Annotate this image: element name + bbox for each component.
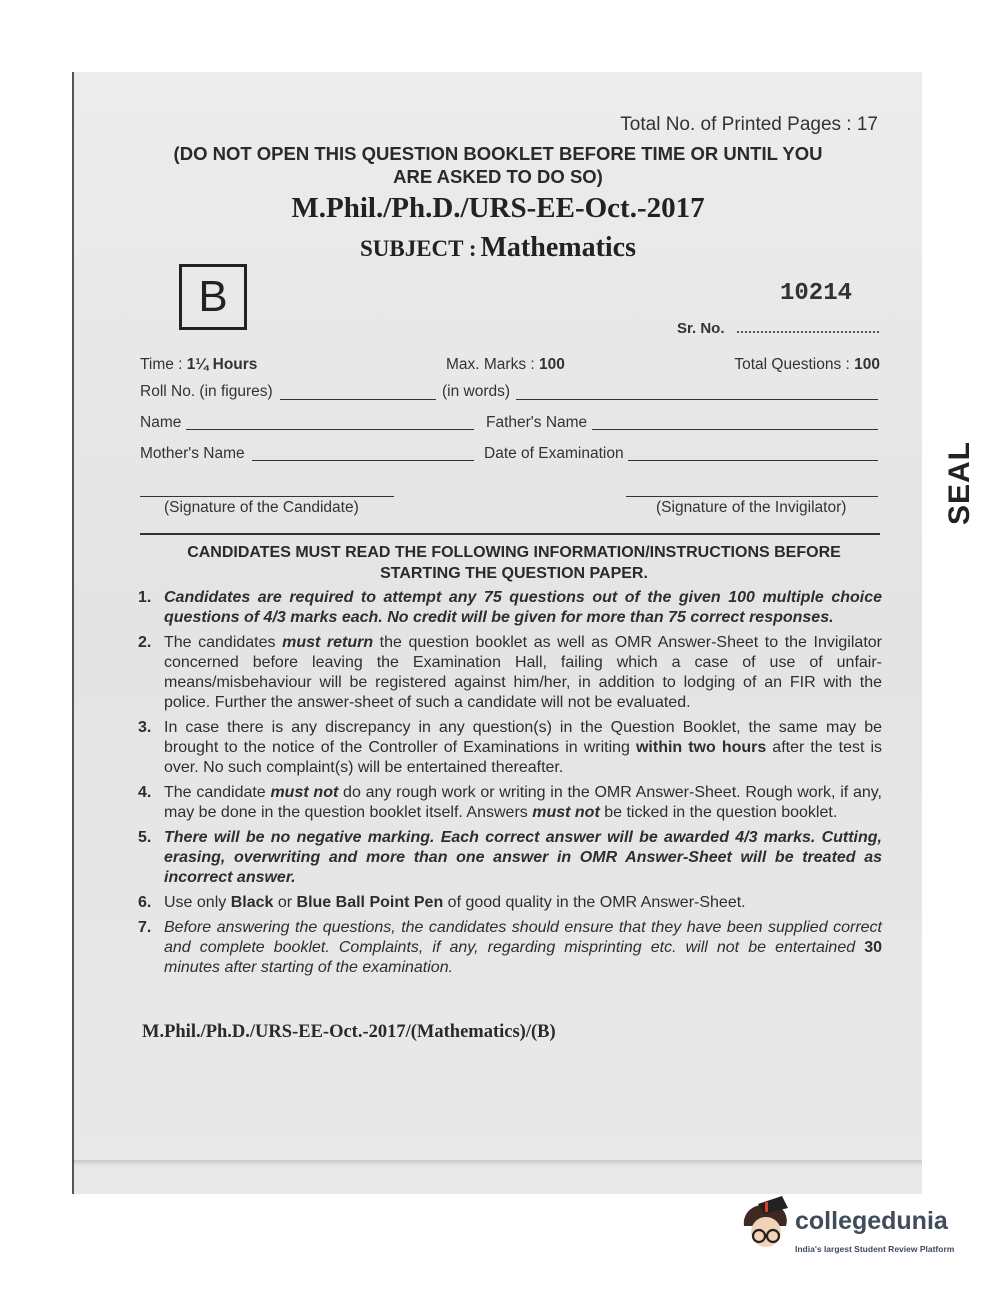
instruction-7: 7. Before answering the questions, the candidates should ensure that they have been supplied correct and complete booklet. Complaints, if any, regarding misprinting etc. will not be entertained 30 minutes after starting of the examination.	[138, 919, 882, 976]
warning-line-1: (DO NOT OPEN THIS QUESTION BOOKLET BEFORE TIME OR UNTIL YOU	[173, 143, 823, 164]
instruction-4: 4. The candidate must not do any rough work or writing in the OMR Answer-Sheet. Rough work, if any, may be done in the question booklet itself. Answers must not be ticked in the question booklet.	[138, 784, 883, 821]
invigilator-signature-label: (Signature of the Invigilator)	[656, 499, 847, 516]
instruction-6: 6. Use only Black or Blue Ball Point Pen of good quality in the OMR Answer-Sheet.	[138, 894, 746, 911]
collegedunia-tagline: India's largest Student Review Platform	[795, 1244, 955, 1254]
sr-no-label: Sr. No.	[677, 320, 725, 337]
mother-name-label: Mother's Name	[140, 445, 245, 462]
father-name-label: Father's Name	[486, 414, 588, 431]
instructions-list	[138, 588, 882, 983]
booklet-set-box: B	[179, 264, 247, 330]
seal-text: SEAL	[943, 440, 976, 525]
instruction-5: 5. There will be no negative marking. Each correct answer will be awarded 4/3 marks. Cutting, erasing, overwriting and more than one answer in OMR Answer-Sheet will be treated as incorrect answer.	[138, 829, 882, 886]
father-name-field[interactable]	[592, 429, 878, 430]
roll-figures-field[interactable]	[280, 399, 436, 400]
collegedunia-mascot-icon	[738, 1196, 794, 1256]
exam-title: M.Phil./Ph.D./URS-EE-Oct.-2017	[291, 192, 705, 224]
invigilator-signature-line[interactable]	[626, 496, 878, 497]
serial-number: 10214	[780, 280, 853, 307]
name-field[interactable]	[186, 429, 474, 430]
sr-no-field	[737, 331, 879, 333]
exam-date-field[interactable]	[628, 460, 878, 461]
roll-words-field[interactable]	[516, 399, 878, 400]
candidate-signature-label: (Signature of the Candidate)	[164, 499, 359, 516]
instruction-1: 1. Candidates are required to attempt any 75 questions out of the given 100 multiple choice questions of 4/3 marks each. No credit will be given for more than 75 correct responses.	[138, 589, 882, 626]
booklet-code-footer: M.Phil./Ph.D./URS-EE-Oct.-2017/(Mathematics)/(B)	[142, 1022, 556, 1042]
section-divider	[140, 533, 880, 535]
time-info: Time : 1¼ Hours	[140, 356, 258, 373]
page-fold	[74, 1160, 922, 1166]
instruction-2: 2. The candidates must return the question booklet as well as OMR Answer-Sheet to the Invigilator concerned before leaving the Examination Hall, failing which a case of use of unfair-means/misbehaviour will be registered against him/her, in addition to lodging of an FIR with the police. Further the answer-sheet of such a candidate will not be evaluated.	[138, 634, 882, 711]
total-pages: Total No. of Printed Pages : 17	[620, 114, 878, 135]
roll-words-label: (in words)	[442, 383, 511, 400]
candidate-signature-line[interactable]	[140, 496, 394, 497]
do-not-open-warning	[74, 142, 922, 188]
exam-date-label: Date of Examination	[484, 445, 624, 462]
question-booklet-cover	[72, 72, 922, 1194]
max-marks-info: Max. Marks : 100	[446, 356, 565, 373]
seal-stamp	[932, 440, 990, 525]
warning-line-2: ARE ASKED TO DO SO)	[393, 166, 603, 187]
name-label: Name	[140, 414, 182, 431]
collegedunia-logo-text: collegedunia	[795, 1207, 948, 1235]
mother-name-field[interactable]	[252, 460, 474, 461]
subject-label: SUBJECT :	[359, 236, 477, 261]
total-questions-info: Total Questions : 100	[734, 356, 880, 373]
subject-heading	[74, 232, 922, 264]
instructions-heading: CANDIDATES MUST READ THE FOLLOWING INFORMATION/INSTRUCTIONS BEFORE STARTING THE QUESTION PAPER.	[187, 544, 841, 582]
subject-value: Mathematics	[480, 232, 637, 263]
roll-figures-label: Roll No. (in figures)	[140, 383, 273, 400]
instruction-3: 3. In case there is any discrepancy in any question(s) in the Question Booklet, the same may be brought to the notice of the Controller of Examinations in writing within two hours after the test is over. No such complaint(s) will be entertained thereafter.	[138, 719, 883, 776]
